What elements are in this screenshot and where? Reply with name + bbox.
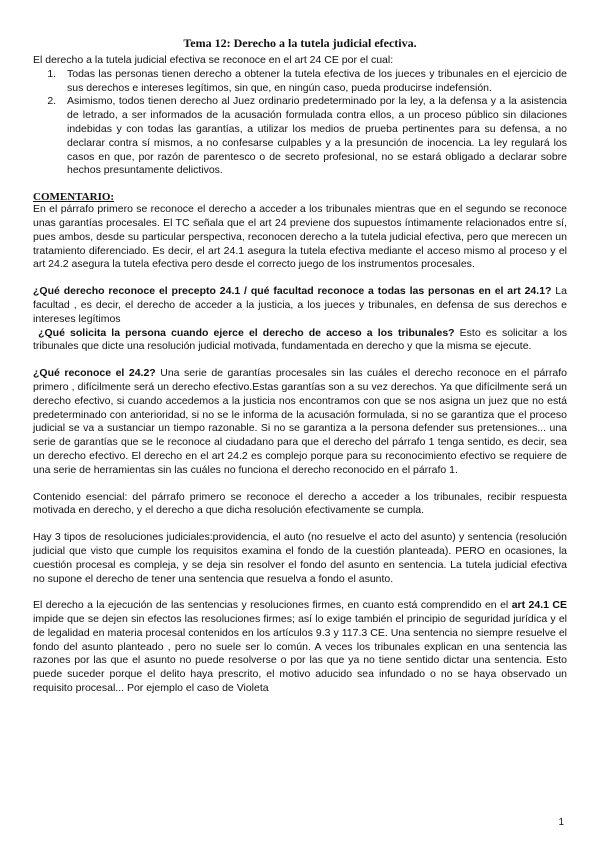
execution-text-rest: impide que se dejen sin efectos las resoluciones firmes; así lo exige también el principio de seguridad jurídica y el de legalidad en materia procesal contenidos en los artículos 9.3 y 117.3 CE. Una sentencia no siempre resuelve el fondo del asunto planteado , pero no suele ser lo común. A veces los tribunales explican en una sentencia las razones por las que el asunto no puede resolverse o por las que ya no tiene sentido dictar una sentencia. Esto puede suceder porque el delito haya prescrito, el motivo aducido sea infundado o no se haya observado un requisito procesal... Por ejemplo el caso de Violeta (33, 613, 567, 695)
question-3: ¿Qué reconoce el 24.2? (33, 367, 156, 380)
comment-heading: COMENTARIO: (33, 191, 115, 204)
question-1: ¿Qué derecho reconoce el precepto 24.1 / qué facultad reconoce a todas las personas en el art 24.1? (33, 285, 552, 298)
page-number: 1 (558, 817, 564, 828)
resolution-types-paragraph: Hay 3 tipos de resoluciones judiciales:providencia, el auto (no resuelve el acto del asunto) y sentencia (resolución judicial que visto que cumple los requisitos examina el fondo de la cuestión planteada). PERO en ocasiones, la cuestión procesal es compleja, y se deja sin resolver el fondo del asunto en sentencia. La tutela judicial efectiva no supone el derecho de tener una sentencia que resuelva a fondo el asunto. (33, 531, 567, 585)
essential-content-paragraph: Contenido esencial: del párrafo primero se reconoce el derecho a acceder a los tribunales, recibir respuesta motivada en derecho, y el derecho a que dicha resolución efectivamente se cumpla. (33, 490, 567, 517)
comment-paragraph: En el párrafo primero se reconoce el derecho a acceder a los tribunales mientras que en el segundo se reconoce unas garantías procesales. El TC señala que el art 24 previene dos supuestos íntimamente relacionados entre sí, pues ambos, desde su particular perspectiva, reconocen derecho a la tutela judicial efectiva, pero que merecen un tratamiento diferenciado. Es decir, el art 24.1 asegura la tutela efectiva mediante el acceso mismo al proceso y el art 24.2 asegura la tutela efectiva pero desde el correcto juego de los instrumentos procesales. (33, 203, 567, 271)
answer-2: Esto es solicitar a los tribunales que dicte una resolución judicial motivada, fundamentada en derecho y que la misma se ejecute. (33, 326, 567, 353)
intro-paragraph: El derecho a la tutela judicial efectiva se reconoce en el art 24 CE por el cual: (33, 54, 394, 66)
question-1-paragraph (33, 285, 567, 326)
question-2-paragraph (33, 327, 567, 355)
execution-text-start: El derecho a la ejecución de las sentencias y resoluciones firmes, en cuanto está comprendido en el (33, 599, 512, 612)
answer-1: La facultad , es decir, el derecho de acceder a la justicia, a los jueces y tribunales, en defensa de sus derechos e intereses legítimos (33, 285, 567, 325)
document-title: Tema 12: Derecho a la tutela judicial efectiva. (183, 36, 417, 50)
question-2: ¿Qué solicita la persona cuando ejerce el derecho de acceso a los tribunales? (38, 326, 455, 339)
execution-article-ref: art 24.1 CE (511, 599, 568, 612)
article-list (33, 68, 567, 178)
article-list-item: 2. Asimismo, todos tienen derecho al Juez ordinario predeterminado por la ley, a la defensa y a la asistencia de letrado, a ser informados de la acusación formulada contra ellos, a un proceso público sin dilaciones indebidas y con todas las garantías, a utilizar los medios de prueba pertinentes para su defensa, a no declarar contra sí mismos, a no confesarse culpables y a la presunción de inocencia. La ley regulará los casos en que, por razón de parentesco o de secreto profesional, no se estará obligado a declarar sobre hechos presuntamente delictivos. (59, 95, 567, 178)
article-list-item: 1. Todas las personas tienen derecho a obtener la tutela efectiva de los jueces y tribunales en el ejercicio de sus derechos e intereses legítimos, sin que, en ningún caso, pueda producirse indefensión. (59, 68, 567, 96)
execution-paragraph (33, 599, 567, 696)
question-3-paragraph (33, 367, 567, 477)
answer-3: Una serie de garantías procesales sin las cuáles el derecho reconoce en el párrafo primero , difícilmente será un derecho efectivo.Estas garantías son a su vez derechos. Ya que difícilmente será un derecho efectivo, si cuando accedemos a la justicia nos encontramos con que se nos asigna un juez que no está predeterminado con anterioridad, si no se le informa de la acusación formulada, si no se garantiza que el proceso judicial se va a sustanciar un tiempo razonable. Si no se garantiza a la persona defender sus pretensiones... una serie de garantías que se le reconoce al ciudadano para que el derecho del párrafo 1 tenga sentido, es decir, sea un derecho efectivo. El derecho en el art 24.2 es complejo porque para su reconocimiento efectivo se requiere de una serie de herramientas sin las cuáles no funciona el derecho reconocido en el párrafo 1. (33, 367, 567, 476)
